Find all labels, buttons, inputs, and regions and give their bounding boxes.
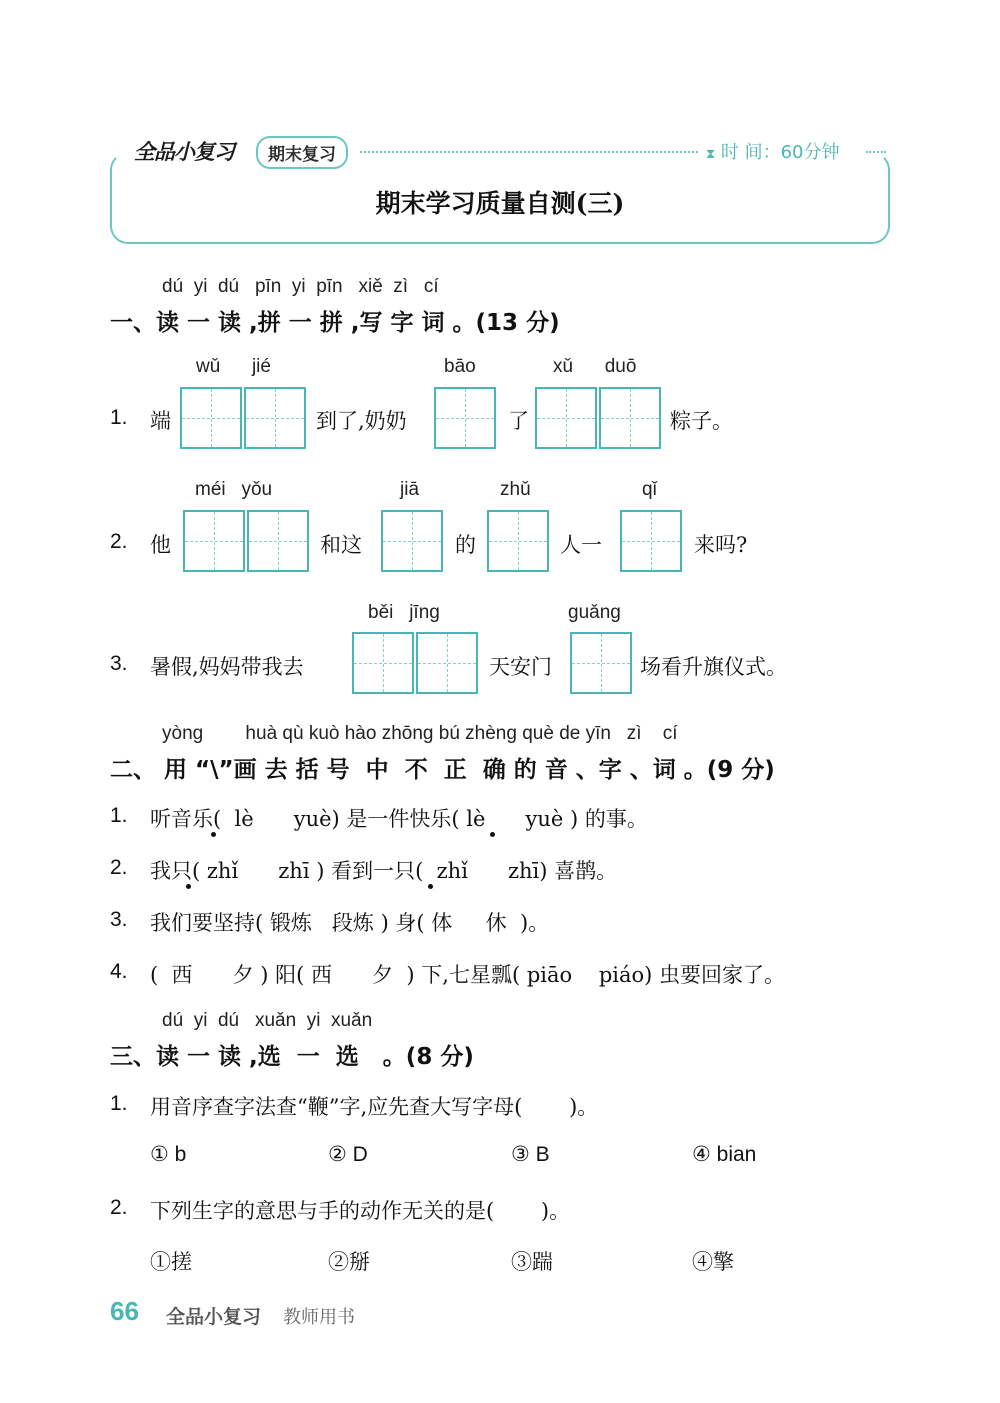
writing-box[interactable] [183,510,245,572]
section2-pinyin: yòng huà qù kuò hào zhōng bú zhèng què de yīn zì cí [162,723,678,744]
page-title: 期末学习质量自测(三) [375,189,625,218]
q3-text-3: 场看升旗仪式。 [640,655,787,679]
writing-box[interactable] [381,510,443,572]
q1-text-1: 端 [150,409,171,433]
section1-heading: 一、读 一 读 ,拼 一 拼 ,写 字 词 。(13 分) [110,310,560,336]
writing-box[interactable] [352,632,414,694]
section2-heading: 二、 用 “\”画 去 括 号 中 不 正 确 的 音 、字 、词 。(9 分) [110,757,775,783]
writing-box[interactable] [416,632,478,694]
writing-box[interactable] [180,387,242,449]
section3-pinyin: dú yi dú xuǎn yi xuǎn [162,1010,373,1031]
page-number: 66 [110,1296,139,1326]
q2-pinyin-4: qǐ [642,479,657,500]
option-item[interactable]: ④ bian [692,1143,757,1166]
option-item[interactable]: ② D [328,1143,368,1166]
q3-pinyin-2: guǎng [568,602,621,623]
q2-text-4: 人一 [560,533,602,557]
time-text: 时 间：60分钟 [720,142,840,163]
writing-box[interactable] [535,387,597,449]
writing-box[interactable] [434,387,496,449]
q2-text-5: 来吗? [694,533,748,557]
s3-q2-number: 2. [110,1196,128,1219]
footer-brand: 全品小复习 [166,1306,262,1328]
s2-item-number: 3. [110,908,128,931]
emphasis-dot [186,884,191,889]
q3-text-2: 天安门 [489,655,552,679]
q1-text-3: 了 [508,409,529,433]
s3-q1-text: 用音序查字法查“鞭”字,应先查大写字母( )。 [150,1095,599,1119]
q3-number: 3. [110,652,128,675]
q1-pinyin-2: bāo [444,356,476,377]
s2-item-number: 2. [110,856,128,879]
option-item[interactable]: ①搓 [150,1250,192,1274]
s2-item-text[interactable]: ( 西 夕 ) 阳( 西 夕 ) 下,七星瓢( piāo piáo) 虫要回家了。 [150,963,786,987]
s2-item-number: 1. [110,804,128,827]
s2-item-text[interactable]: 我只( zhǐ zhī ) 看到一只( zhǐ zhī) 喜鹊。 [150,859,618,883]
q1-pinyin-3: xǔ duō [553,356,637,377]
emphasis-dot [211,832,216,837]
emphasis-dot [490,832,495,837]
option-item[interactable]: ③踹 [511,1250,553,1274]
q2-pinyin-1: méi yǒu [195,479,273,500]
writing-box[interactable] [487,510,549,572]
q1-text-2: 到了,奶奶 [316,409,407,433]
writing-box[interactable] [247,510,309,572]
q3-pinyin-1: běi jīng [368,602,440,623]
q3-text-1: 暑假,妈妈带我去 [150,655,304,679]
s2-item-text[interactable]: 听音乐( lè yuè) 是一件快乐( lè yuè ) 的事。 [150,807,648,831]
option-item[interactable]: ④擎 [692,1250,734,1274]
q2-text-2: 和这 [320,533,362,557]
writing-box[interactable] [570,632,632,694]
header-dotted-line-end [866,151,886,153]
q1-text-4: 粽子。 [670,409,733,433]
q1-number: 1. [110,406,128,429]
section-badge: 期末复习 [256,136,348,169]
s3-q2-text: 下列生字的意思与手的动作无关的是( )。 [150,1199,571,1223]
time-limit [702,138,844,164]
writing-box[interactable] [244,387,306,449]
option-item[interactable]: ②掰 [328,1250,370,1274]
option-item[interactable]: ③ B [511,1143,550,1166]
footer-subtitle: 教师用书 [283,1307,355,1328]
writing-box[interactable] [599,387,661,449]
s2-item-text[interactable]: 我们要坚持( 锻炼 段炼 ) 身( 体 休 )。 [150,911,550,935]
option-item[interactable]: ① b [150,1143,187,1166]
q2-text-1: 他 [150,533,171,557]
section3-heading: 三、读 一 读 ,选 一 选 。(8 分) [110,1044,474,1070]
q2-text-3: 的 [455,533,476,557]
s3-q1-number: 1. [110,1092,128,1115]
q2-number: 2. [110,530,128,553]
brand-logo: 全品小复习 [128,136,240,166]
s2-item-number: 4. [110,960,128,983]
header-dotted-line [360,151,698,153]
q2-pinyin-2: jiā [400,479,420,500]
q1-pinyin-1: wǔ jié [196,356,271,377]
hourglass-icon: ⧗ [706,147,716,162]
writing-box[interactable] [620,510,682,572]
emphasis-dot [428,884,433,889]
q2-pinyin-3: zhǔ [500,479,531,500]
section1-pinyin: dú yi dú pīn yi pīn xiě zì cí [162,276,439,297]
